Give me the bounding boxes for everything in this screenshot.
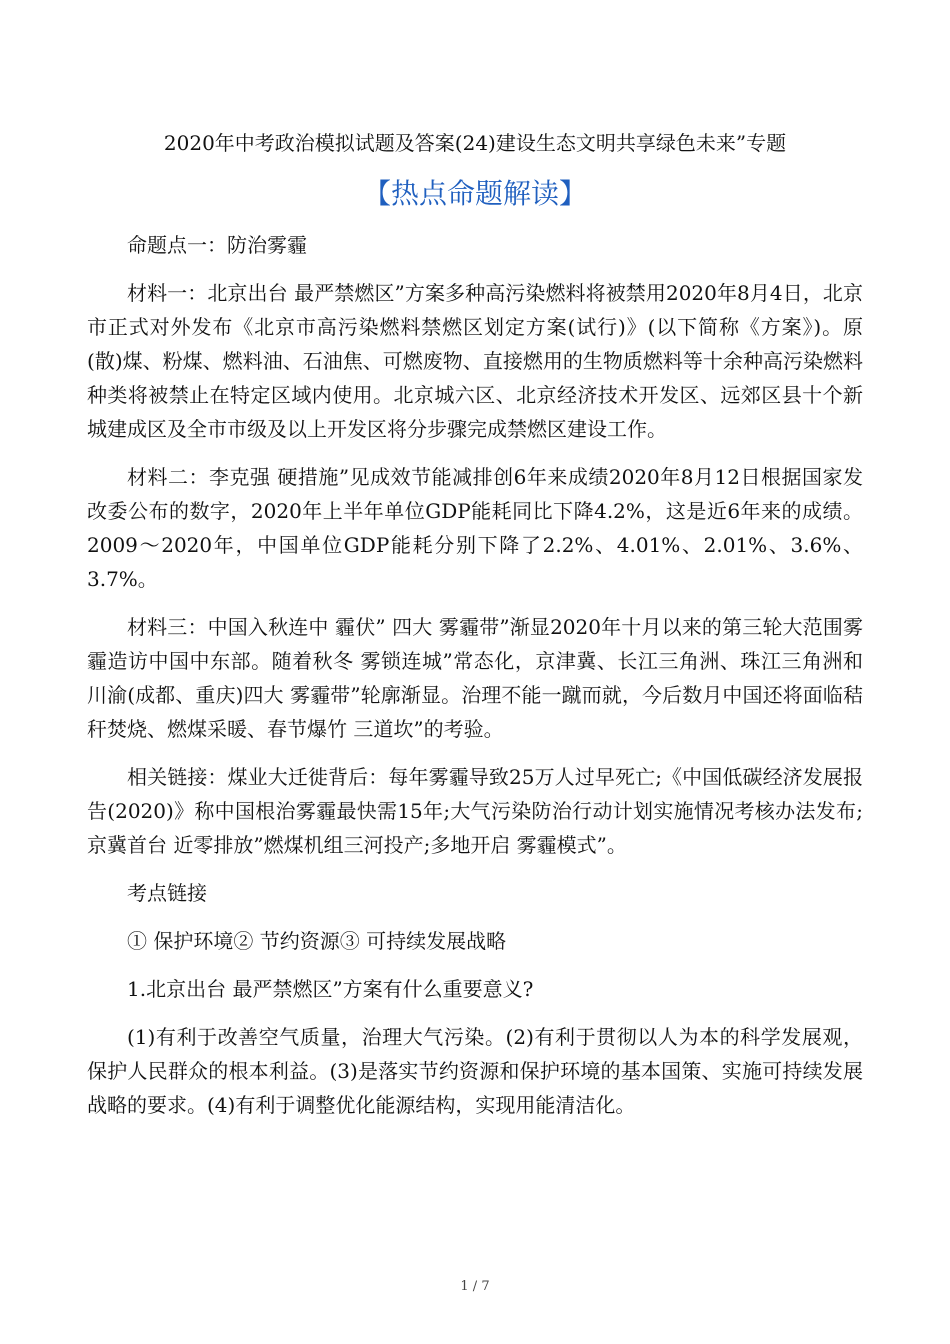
material-3-paragraph: 材料三：中国入秋连中 霾伏” 四大 雾霾带”渐显2020年十月以来的第三轮大范围雾霾造访中国中东部。随着秋冬 雾锁连城”常态化，京津冀、长江三角洲、珠江三角洲和川渝(成都、重庆)四大 雾霾带”轮廓渐显。治理不能一蹴而就，今后数月中国还将面临秸秆焚烧、燃煤采暖、春节爆竹 三道坎”的考验。 xyxy=(87,615,863,741)
exam-points-heading: 考点链接 xyxy=(127,881,207,905)
answer-1: (1)有利于改善空气质量，治理大气污染。(2)有利于贯彻以人为本的科学发展观，保护人民群众的根本利益。(3)是落实节约资源和保护环境的基本国策、实施可持续发展战略的要求。(4)有利于调整优化能源结构，实现用能清洁化。 xyxy=(87,1025,863,1117)
question-1: 1.北京出台 最严禁燃区”方案有什么重要意义? xyxy=(127,977,534,1001)
section-heading: 【热点命题解读】 xyxy=(362,177,587,210)
document-title: 2020年中考政治模拟试题及答案(24)建设生态文明共享绿色未来”专题 xyxy=(163,131,787,155)
material-2-paragraph: 材料二：李克强 硬措施”见成效节能减排创6年来成绩2020年8月12日根据国家发改委公布的数字，2020年上半年单位GDP能耗同比下降4.2%，这是近6年来的成绩。2009～2020年，中国单位GDP能耗分别下降了2.2%、4.01%、2.01%、3.6%、3.7%。 xyxy=(87,465,863,591)
document-page xyxy=(87,126,863,1136)
exam-points-list: ① 保护环境② 节约资源③ 可持续发展战略 xyxy=(127,929,507,953)
page-indicator: 1 / 7 xyxy=(460,1279,490,1294)
material-1-paragraph: 材料一：北京出台 最严禁燃区”方案多种高污染燃料将被禁用2020年8月4日，北京市正式对外发布《北京市高污染燃料禁燃区划定方案(试行)》(以下简称《方案》)。原(散)煤、粉煤、燃料油、石油焦、可燃废物、直接燃用的生物质燃料等十余种高污染燃料种类将被禁止在特定区域内使用。北京城六区、北京经济技术开发区、远郊区县十个新城建成区及全市市级及以上开发区将分步骤完成禁燃区建设工作。 xyxy=(87,281,863,441)
topic-point-1: 命题点一：防治雾霾 xyxy=(127,233,307,257)
related-links-paragraph: 相关链接：煤业大迁徙背后：每年雾霾导致25万人过早死亡;《中国低碳经济发展报告(2020)》称中国根治雾霾最快需15年;大气污染防治行动计划实施情况考核办法发布;京冀首台 近零排放”燃煤机组三河投产;多地开启 雾霾模式”。 xyxy=(87,765,863,857)
